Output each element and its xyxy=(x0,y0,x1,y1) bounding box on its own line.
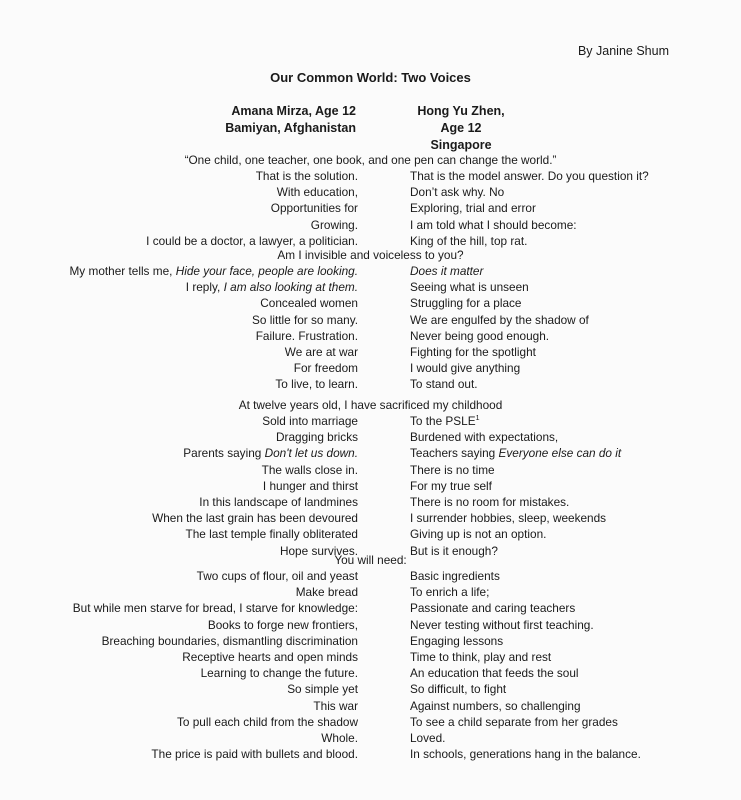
italic-quote: Don't let us down. xyxy=(264,446,358,461)
verse-row xyxy=(0,168,741,184)
italic-quote: Hide your face, people are looking. xyxy=(175,264,358,278)
left-verse-line: My mother tells me, Hide your face, people are looking. xyxy=(69,264,358,278)
left-verse-line: The walls close in. xyxy=(261,462,358,477)
right-verse-line: To enrich a life; xyxy=(410,585,490,600)
right-voice-place: Singapore xyxy=(430,138,492,152)
verse-row xyxy=(0,184,741,200)
verse-row xyxy=(0,649,741,665)
right-verse-line: To see a child separate from her grades xyxy=(410,714,618,729)
byline: By Janine Shum xyxy=(577,44,669,58)
verse-row xyxy=(0,746,741,762)
right-verse-line: Never testing without first teaching. xyxy=(410,617,594,632)
verse-row xyxy=(0,714,741,730)
left-verse-line: So simple yet xyxy=(287,682,358,697)
verse-row xyxy=(0,217,741,233)
verse-row xyxy=(0,263,741,279)
verse-row xyxy=(0,698,741,714)
left-verse-line: We are at war xyxy=(284,344,358,359)
right-voice-name: Hong Yu Zhen, Age 12 xyxy=(417,104,505,135)
verse-row xyxy=(0,568,741,584)
right-verse-line: For my true self xyxy=(410,478,492,493)
verse-row xyxy=(0,478,741,494)
footnote-marker: 1 xyxy=(475,415,480,423)
left-verse-line: Make bread xyxy=(295,585,358,600)
stanza-heading: At twelve years old, I have sacrificed my childhood xyxy=(238,398,503,412)
verse-row xyxy=(0,462,741,478)
right-verse-line: An education that feeds the soul xyxy=(410,666,579,681)
verse-row xyxy=(0,600,741,616)
left-verse-line: With education, xyxy=(276,185,358,200)
right-verse-line: We are engulfed by the shadow of xyxy=(410,312,589,327)
right-verse-line xyxy=(410,263,483,279)
left-verse-line: To live, to learn. xyxy=(275,377,358,392)
verse-row xyxy=(0,730,741,746)
right-verse-line: There is no time xyxy=(410,462,495,477)
right-verse-line: I surrender hobbies, sleep, weekends xyxy=(410,511,607,526)
right-verse-line: I would give anything xyxy=(410,361,521,376)
right-verse-line: In schools, generations hang in the balance. xyxy=(410,747,641,762)
left-verse-line: Parents saying Don't let us down. xyxy=(183,446,358,461)
stanza-1 xyxy=(0,152,741,249)
right-verse-line: Time to think, play and rest xyxy=(410,649,552,664)
right-verse-line: I am told what I should become: xyxy=(410,217,577,232)
right-verse-line: To the PSLE$^1$ xyxy=(410,414,480,428)
verse-row xyxy=(0,681,741,697)
verse-row xyxy=(0,344,741,360)
right-verse-line: Never being good enough. xyxy=(410,328,550,343)
left-verse-line: Dragging bricks xyxy=(276,430,358,445)
right-voice-header xyxy=(411,103,511,154)
left-verse-line: I could be a doctor, a lawyer, a politician. xyxy=(146,233,358,248)
right-verse-line: Teachers saying Everyone else can do it xyxy=(410,446,622,461)
right-verse-line: Against numbers, so challenging xyxy=(410,698,581,713)
verse-row xyxy=(0,429,741,445)
right-verse-line: Passionate and caring teachers xyxy=(410,601,576,616)
right-verse-line: Struggling for a place xyxy=(410,296,522,311)
right-verse-line: There is no room for mistakes. xyxy=(410,494,570,509)
left-voice-header xyxy=(225,103,356,137)
verse-row xyxy=(0,494,741,510)
left-verse-line: The last temple finally obliterated xyxy=(185,527,358,542)
right-verse-line: Seeing what is unseen xyxy=(410,280,529,295)
left-verse-line: Opportunities for xyxy=(270,201,358,216)
left-verse-line: So little for so many. xyxy=(252,312,358,327)
verse-row xyxy=(0,360,741,376)
italic-quote: Everyone else can do it xyxy=(498,446,622,461)
right-verse-line: Burdened with expectations, xyxy=(410,430,559,445)
verse-row xyxy=(0,617,741,633)
stanza-heading: You will need: xyxy=(334,553,407,567)
verse-row xyxy=(0,279,741,295)
left-verse-line: But while men starve for bread, I starve for knowledge: xyxy=(72,601,358,616)
left-verse-line: Hope survives. xyxy=(279,543,358,558)
left-verse-line: That is the solution. xyxy=(255,169,358,183)
left-verse-line: When the last grain has been devoured xyxy=(152,511,358,526)
left-verse-line: I hunger and thirst xyxy=(262,478,358,493)
verse-row xyxy=(0,510,741,526)
verse-row xyxy=(0,584,741,600)
stanza-heading: “One child, one teacher, one book, and one pen can change the world.” xyxy=(184,153,557,167)
right-verse-line: Exploring, trial and error xyxy=(410,201,536,216)
left-verse-line: Breaching boundaries, dismantling discrimination xyxy=(101,633,358,648)
left-verse-line: Receptive hearts and open minds xyxy=(182,649,358,664)
right-verse-line: Engaging lessons xyxy=(410,633,504,648)
verse-row xyxy=(0,328,741,344)
right-verse-line: Loved. xyxy=(410,730,446,745)
left-verse-line: Sold into marriage xyxy=(262,414,358,428)
stanza-4 xyxy=(0,552,741,762)
right-verse-line: To stand out. xyxy=(410,377,478,392)
right-verse-line: But is it enough? xyxy=(410,543,498,558)
left-verse-line: Learning to change the future. xyxy=(200,666,358,681)
stanza-heading: Am I invisible and voiceless to you? xyxy=(277,248,464,262)
left-verse-line: Books to forge new frontiers, xyxy=(207,617,358,632)
italic-quote: Does it matter xyxy=(410,264,484,278)
right-verse-line: That is the model answer. Do you question it? xyxy=(410,169,649,183)
left-verse-line: Concealed women xyxy=(260,296,358,311)
right-verse-line: King of the hill, top rat. xyxy=(410,233,528,248)
verse-row xyxy=(0,200,741,216)
verse-row xyxy=(0,413,741,429)
right-verse-line: Giving up is not an option. xyxy=(410,527,547,542)
left-verse-line: The price is paid with bullets and blood. xyxy=(151,747,358,762)
left-verse-line: Growing. xyxy=(310,217,358,232)
left-verse-line: I reply, I am also looking at them. xyxy=(185,280,358,295)
verse-row xyxy=(0,526,741,542)
left-verse-line: To pull each child from the shadow xyxy=(177,714,358,729)
verse-row xyxy=(0,295,741,311)
verse-row xyxy=(0,312,741,328)
verse-row xyxy=(0,445,741,461)
left-verse-line: For freedom xyxy=(293,361,358,376)
left-verse-line: Failure. Frustration. xyxy=(255,328,358,343)
left-verse-line: Whole. xyxy=(321,730,358,745)
left-voice-place: Bamiyan, Afghanistan xyxy=(225,121,356,135)
right-verse-line: Don’t ask why. No xyxy=(410,185,505,200)
stanza-3 xyxy=(0,397,741,559)
verse-row xyxy=(0,665,741,681)
poem-title: Our Common World: Two Voices xyxy=(270,70,471,85)
stanza-2 xyxy=(0,247,741,393)
left-verse-line: Two cups of flour, oil and yeast xyxy=(196,569,358,583)
verse-row xyxy=(0,633,741,649)
right-verse-line: Fighting for the spotlight xyxy=(410,344,536,359)
verse-row xyxy=(0,376,741,392)
left-verse-line: In this landscape of landmines xyxy=(199,494,358,509)
left-voice-name: Amana Mirza, Age 12 xyxy=(231,104,356,118)
right-verse-line: Basic ingredients xyxy=(410,569,500,583)
italic-quote: I am also looking at them. xyxy=(223,280,358,295)
left-verse-line: This war xyxy=(313,698,358,713)
right-verse-line: So difficult, to fight xyxy=(410,682,507,697)
